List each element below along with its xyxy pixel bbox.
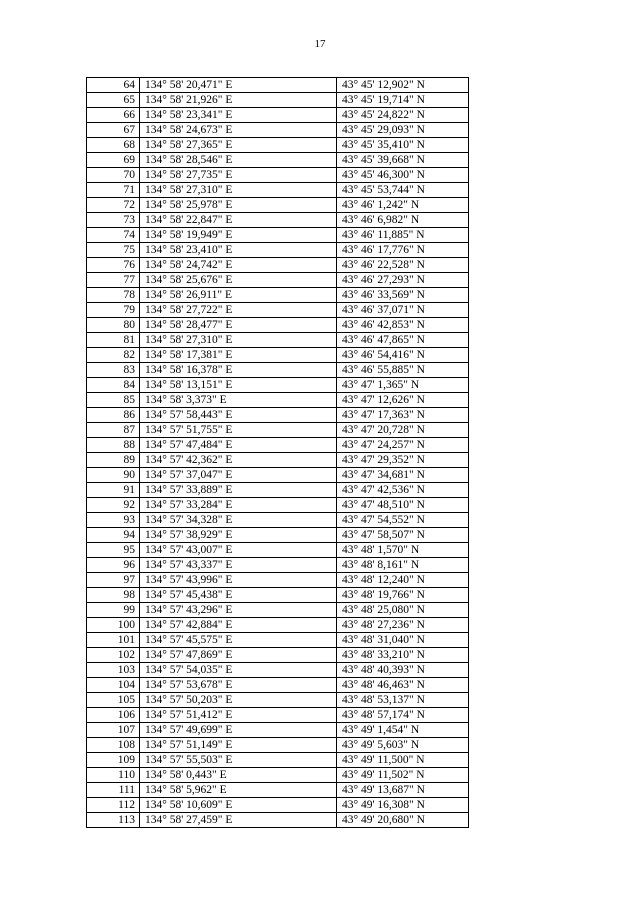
page-number: 17 <box>314 38 326 50</box>
table-row <box>87 423 469 438</box>
table-row <box>87 198 469 213</box>
longitude-cell: 134° 58' 23,410" E <box>140 243 337 258</box>
latitude-cell: 43° 47' 24,257" N <box>337 438 469 453</box>
point-number-cell: 109 <box>87 753 140 768</box>
latitude-cell: 43° 48' 27,236" N <box>337 618 469 633</box>
table-row <box>87 483 469 498</box>
latitude-cell: 43° 48' 12,240" N <box>337 573 469 588</box>
longitude-cell: 134° 58' 22,847" E <box>140 213 337 228</box>
latitude-cell: 43° 46' 6,982" N <box>337 213 469 228</box>
table-row <box>87 558 469 573</box>
latitude-cell: 43° 49' 5,603" N <box>337 738 469 753</box>
longitude-cell: 134° 58' 26,911" E <box>140 288 337 303</box>
point-number-cell: 84 <box>87 378 140 393</box>
point-number-cell: 107 <box>87 723 140 738</box>
table-row <box>87 543 469 558</box>
table-row <box>87 693 469 708</box>
point-number-cell: 92 <box>87 498 140 513</box>
table-row <box>87 798 469 813</box>
longitude-cell: 134° 57' 34,328" E <box>140 513 337 528</box>
point-number-cell: 66 <box>87 108 140 123</box>
table-row <box>87 153 469 168</box>
table-row <box>87 603 469 618</box>
point-number-cell: 97 <box>87 573 140 588</box>
longitude-cell: 134° 58' 20,471" E <box>140 78 337 93</box>
latitude-cell: 43° 48' 46,463" N <box>337 678 469 693</box>
table-row <box>87 528 469 543</box>
latitude-cell: 43° 45' 53,744" N <box>337 183 469 198</box>
point-number-cell: 103 <box>87 663 140 678</box>
latitude-cell: 43° 45' 35,410" N <box>337 138 469 153</box>
latitude-cell: 43° 48' 1,570" N <box>337 543 469 558</box>
point-number-cell: 82 <box>87 348 140 363</box>
latitude-cell: 43° 45' 29,093" N <box>337 123 469 138</box>
table-row <box>87 453 469 468</box>
latitude-cell: 43° 47' 17,363" N <box>337 408 469 423</box>
longitude-cell: 134° 58' 27,722" E <box>140 303 337 318</box>
latitude-cell: 43° 47' 20,728" N <box>337 423 469 438</box>
latitude-cell: 43° 46' 22,528" N <box>337 258 469 273</box>
longitude-cell: 134° 58' 3,373" E <box>140 393 337 408</box>
table-row <box>87 258 469 273</box>
longitude-cell: 134° 58' 16,378" E <box>140 363 337 378</box>
table-row <box>87 363 469 378</box>
point-number-cell: 86 <box>87 408 140 423</box>
point-number-cell: 91 <box>87 483 140 498</box>
latitude-cell: 43° 46' 47,865" N <box>337 333 469 348</box>
longitude-cell: 134° 57' 58,443" E <box>140 408 337 423</box>
latitude-cell: 43° 47' 54,552" N <box>337 513 469 528</box>
point-number-cell: 85 <box>87 393 140 408</box>
table-row <box>87 663 469 678</box>
longitude-cell: 134° 57' 43,996" E <box>140 573 337 588</box>
table-row <box>87 648 469 663</box>
longitude-cell: 134° 58' 17,381" E <box>140 348 337 363</box>
table-row <box>87 348 469 363</box>
latitude-cell: 43° 46' 42,853" N <box>337 318 469 333</box>
latitude-cell: 43° 46' 17,776" N <box>337 243 469 258</box>
point-number-cell: 111 <box>87 783 140 798</box>
point-number-cell: 89 <box>87 453 140 468</box>
longitude-cell: 134° 57' 51,755" E <box>140 423 337 438</box>
point-number-cell: 104 <box>87 678 140 693</box>
longitude-cell: 134° 58' 28,477" E <box>140 318 337 333</box>
table-row <box>87 93 469 108</box>
latitude-cell: 43° 49' 13,687" N <box>337 783 469 798</box>
point-number-cell: 77 <box>87 273 140 288</box>
longitude-cell: 134° 57' 37,047" E <box>140 468 337 483</box>
point-number-cell: 95 <box>87 543 140 558</box>
longitude-cell: 134° 57' 33,889" E <box>140 483 337 498</box>
longitude-cell: 134° 58' 27,310" E <box>140 333 337 348</box>
point-number-cell: 113 <box>87 813 140 828</box>
table-row <box>87 408 469 423</box>
latitude-cell: 43° 45' 24,822" N <box>337 108 469 123</box>
point-number-cell: 67 <box>87 123 140 138</box>
point-number-cell: 64 <box>87 78 140 93</box>
longitude-cell: 134° 58' 0,443" E <box>140 768 337 783</box>
longitude-cell: 134° 57' 43,337" E <box>140 558 337 573</box>
latitude-cell: 43° 49' 20,680" N <box>337 813 469 828</box>
point-number-cell: 94 <box>87 528 140 543</box>
point-number-cell: 72 <box>87 198 140 213</box>
longitude-cell: 134° 57' 45,575" E <box>140 633 337 648</box>
latitude-cell: 43° 48' 19,766" N <box>337 588 469 603</box>
latitude-cell: 43° 45' 39,668" N <box>337 153 469 168</box>
coordinates-table-body <box>87 78 469 828</box>
point-number-cell: 98 <box>87 588 140 603</box>
latitude-cell: 43° 48' 53,137" N <box>337 693 469 708</box>
latitude-cell: 43° 46' 27,293" N <box>337 273 469 288</box>
point-number-cell: 73 <box>87 213 140 228</box>
coordinates-table <box>86 77 469 828</box>
longitude-cell: 134° 57' 50,203" E <box>140 693 337 708</box>
table-row <box>87 678 469 693</box>
longitude-cell: 134° 58' 24,742" E <box>140 258 337 273</box>
point-number-cell: 79 <box>87 303 140 318</box>
table-row <box>87 243 469 258</box>
latitude-cell: 43° 45' 19,714" N <box>337 93 469 108</box>
latitude-cell: 43° 49' 11,500" N <box>337 753 469 768</box>
table-row <box>87 753 469 768</box>
latitude-cell: 43° 47' 34,681" N <box>337 468 469 483</box>
point-number-cell: 112 <box>87 798 140 813</box>
latitude-cell: 43° 48' 8,161" N <box>337 558 469 573</box>
longitude-cell: 134° 57' 38,929" E <box>140 528 337 543</box>
latitude-cell: 43° 49' 1,454" N <box>337 723 469 738</box>
latitude-cell: 43° 45' 12,902" N <box>337 78 469 93</box>
latitude-cell: 43° 47' 12,626" N <box>337 393 469 408</box>
latitude-cell: 43° 47' 1,365" N <box>337 378 469 393</box>
table-row <box>87 618 469 633</box>
table-row <box>87 273 469 288</box>
table-row <box>87 498 469 513</box>
longitude-cell: 134° 58' 13,151" E <box>140 378 337 393</box>
table-row <box>87 138 469 153</box>
point-number-cell: 93 <box>87 513 140 528</box>
point-number-cell: 76 <box>87 258 140 273</box>
longitude-cell: 134° 58' 23,341" E <box>140 108 337 123</box>
latitude-cell: 43° 49' 11,502" N <box>337 768 469 783</box>
latitude-cell: 43° 48' 31,040" N <box>337 633 469 648</box>
longitude-cell: 134° 57' 45,438" E <box>140 588 337 603</box>
longitude-cell: 134° 58' 5,962" E <box>140 783 337 798</box>
latitude-cell: 43° 48' 25,080" N <box>337 603 469 618</box>
latitude-cell: 43° 47' 42,536" N <box>337 483 469 498</box>
table-row <box>87 708 469 723</box>
point-number-cell: 71 <box>87 183 140 198</box>
table-row <box>87 333 469 348</box>
point-number-cell: 99 <box>87 603 140 618</box>
longitude-cell: 134° 57' 33,284" E <box>140 498 337 513</box>
longitude-cell: 134° 57' 55,503" E <box>140 753 337 768</box>
longitude-cell: 134° 58' 25,676" E <box>140 273 337 288</box>
latitude-cell: 43° 46' 37,071" N <box>337 303 469 318</box>
table-row <box>87 183 469 198</box>
point-number-cell: 87 <box>87 423 140 438</box>
longitude-cell: 134° 58' 21,926" E <box>140 93 337 108</box>
point-number-cell: 83 <box>87 363 140 378</box>
latitude-cell: 43° 46' 11,885" N <box>337 228 469 243</box>
table-row <box>87 468 469 483</box>
longitude-cell: 134° 57' 42,884" E <box>140 618 337 633</box>
longitude-cell: 134° 57' 54,035" E <box>140 663 337 678</box>
latitude-cell: 43° 45' 46,300" N <box>337 168 469 183</box>
latitude-cell: 43° 46' 1,242" N <box>337 198 469 213</box>
latitude-cell: 43° 49' 16,308" N <box>337 798 469 813</box>
point-number-cell: 110 <box>87 768 140 783</box>
longitude-cell: 134° 58' 10,609" E <box>140 798 337 813</box>
table-row <box>87 288 469 303</box>
latitude-cell: 43° 46' 33,569" N <box>337 288 469 303</box>
longitude-cell: 134° 58' 27,365" E <box>140 138 337 153</box>
table-row <box>87 438 469 453</box>
point-number-cell: 81 <box>87 333 140 348</box>
table-row <box>87 78 469 93</box>
latitude-cell: 43° 48' 57,174" N <box>337 708 469 723</box>
table-row <box>87 633 469 648</box>
table-row <box>87 723 469 738</box>
longitude-cell: 134° 57' 42,362" E <box>140 453 337 468</box>
longitude-cell: 134° 58' 27,735" E <box>140 168 337 183</box>
latitude-cell: 43° 47' 48,510" N <box>337 498 469 513</box>
table-row <box>87 588 469 603</box>
longitude-cell: 134° 58' 28,546" E <box>140 153 337 168</box>
point-number-cell: 65 <box>87 93 140 108</box>
point-number-cell: 69 <box>87 153 140 168</box>
latitude-cell: 43° 48' 33,210" N <box>337 648 469 663</box>
longitude-cell: 134° 57' 53,678" E <box>140 678 337 693</box>
longitude-cell: 134° 58' 27,459" E <box>140 813 337 828</box>
point-number-cell: 101 <box>87 633 140 648</box>
latitude-cell: 43° 47' 58,507" N <box>337 528 469 543</box>
longitude-cell: 134° 57' 47,484" E <box>140 438 337 453</box>
point-number-cell: 80 <box>87 318 140 333</box>
table-row <box>87 513 469 528</box>
longitude-cell: 134° 58' 27,310" E <box>140 183 337 198</box>
longitude-cell: 134° 57' 43,007" E <box>140 543 337 558</box>
longitude-cell: 134° 57' 49,699" E <box>140 723 337 738</box>
longitude-cell: 134° 58' 24,673" E <box>140 123 337 138</box>
table-row <box>87 168 469 183</box>
longitude-cell: 134° 57' 51,412" E <box>140 708 337 723</box>
longitude-cell: 134° 58' 25,978" E <box>140 198 337 213</box>
longitude-cell: 134° 57' 51,149" E <box>140 738 337 753</box>
latitude-cell: 43° 46' 54,416" N <box>337 348 469 363</box>
point-number-cell: 102 <box>87 648 140 663</box>
point-number-cell: 70 <box>87 168 140 183</box>
table-row <box>87 228 469 243</box>
longitude-cell: 134° 57' 47,869" E <box>140 648 337 663</box>
latitude-cell: 43° 48' 40,393" N <box>337 663 469 678</box>
latitude-cell: 43° 47' 29,352" N <box>337 453 469 468</box>
point-number-cell: 100 <box>87 618 140 633</box>
table-row <box>87 783 469 798</box>
table-row <box>87 813 469 828</box>
table-row <box>87 393 469 408</box>
point-number-cell: 88 <box>87 438 140 453</box>
table-row <box>87 768 469 783</box>
point-number-cell: 68 <box>87 138 140 153</box>
table-row <box>87 738 469 753</box>
point-number-cell: 106 <box>87 708 140 723</box>
point-number-cell: 96 <box>87 558 140 573</box>
point-number-cell: 105 <box>87 693 140 708</box>
point-number-cell: 75 <box>87 243 140 258</box>
longitude-cell: 134° 57' 43,296" E <box>140 603 337 618</box>
point-number-cell: 108 <box>87 738 140 753</box>
table-row <box>87 213 469 228</box>
longitude-cell: 134° 58' 19,949" E <box>140 228 337 243</box>
point-number-cell: 74 <box>87 228 140 243</box>
table-row <box>87 318 469 333</box>
table-row <box>87 378 469 393</box>
latitude-cell: 43° 46' 55,885" N <box>337 363 469 378</box>
point-number-cell: 78 <box>87 288 140 303</box>
table-row <box>87 123 469 138</box>
point-number-cell: 90 <box>87 468 140 483</box>
table-row <box>87 108 469 123</box>
table-row <box>87 303 469 318</box>
table-row <box>87 573 469 588</box>
